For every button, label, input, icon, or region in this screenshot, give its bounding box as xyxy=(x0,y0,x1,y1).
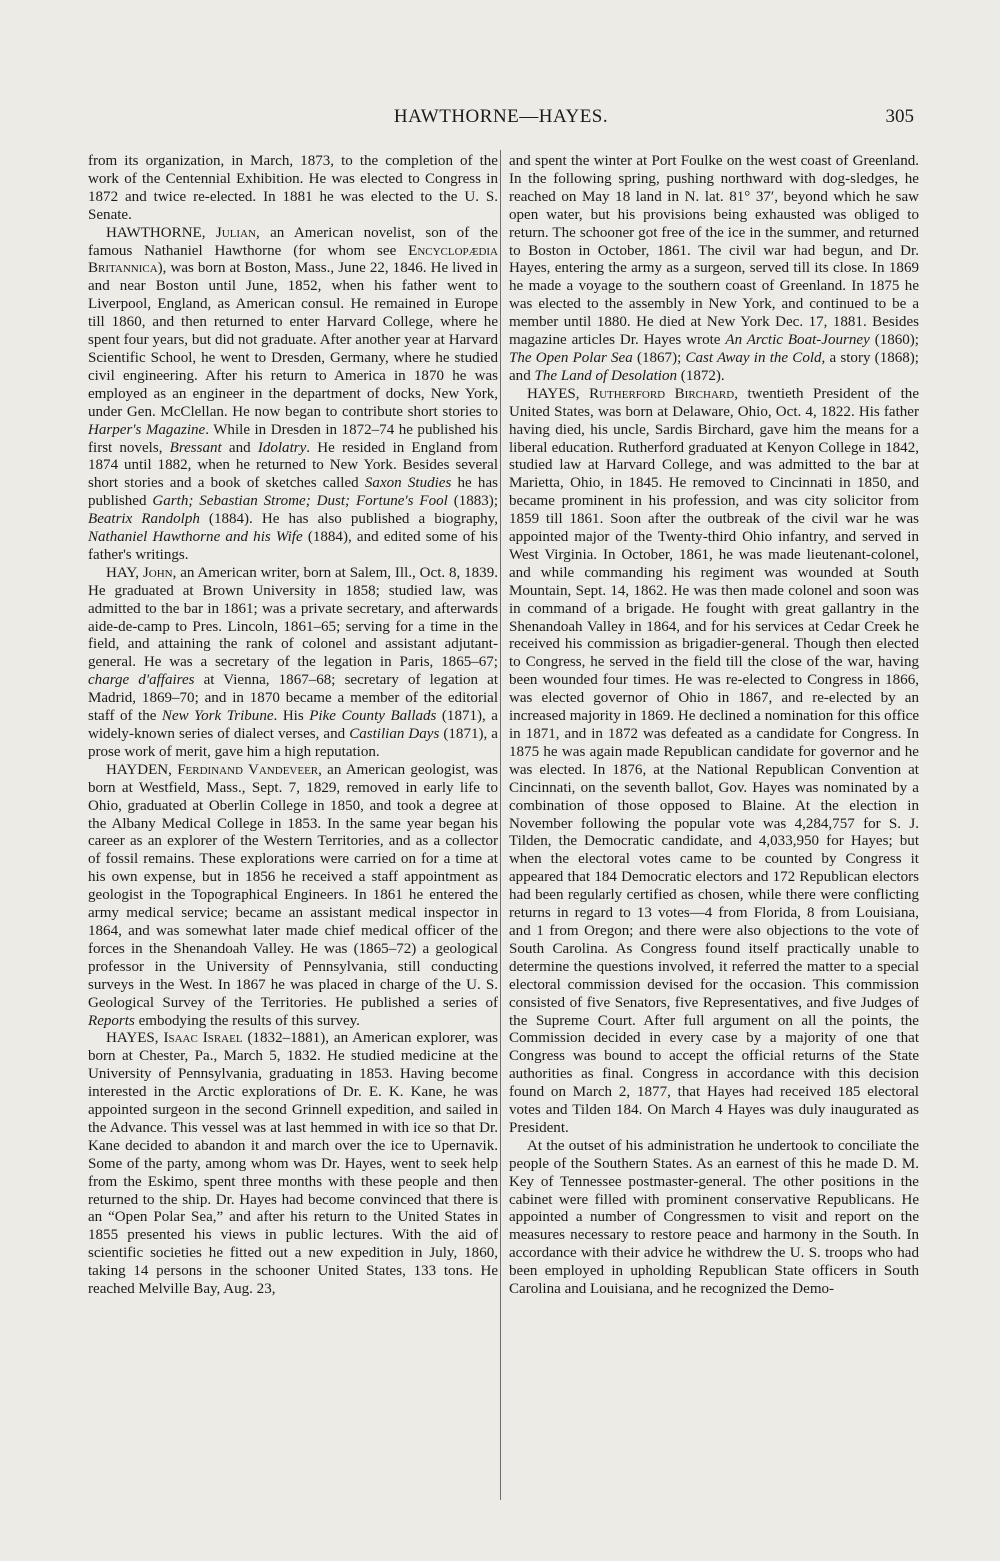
entry-hayes-isaac: HAYES, Isaac Israel (1832–1881), an American explorer, was born at Chester, Pa., March 5, 1832. He studied medicine at the University of Pennsylvania, graduating in 1853. Having become interested in the Arctic explorations of Dr. E. K. Kane, he was appointed surgeon in the second Grinnell expedition, and sailed in the Advance. This vessel was at last hemmed in with ice so that Dr. Kane decided to abandon it and march over the ice to Upernavik. Some of the party, among whom was Dr. Hayes, went to seek help from the Eskimo, spent three months with these people and then returned to the ship. Dr. Hayes had become convinced that there is an “Open Polar Sea,” and after his return to the United States in 1855 presented his views in public lectures. With the aid of scientific societies he fitted out a new expedition in July, 1860, taking 14 persons in the schooner United States, 133 tons. He reached Melville Bay, Aug. 23, xyxy=(88,1030,498,1298)
entry-given-name: Rutherford Birchard xyxy=(589,385,735,402)
entry-headword: HAYDEN, xyxy=(106,761,178,778)
work-title: Reports xyxy=(88,1012,135,1029)
work-title: The Land of Desolation xyxy=(534,367,678,384)
paragraph-continuation: from its organization, in March, 1873, to the completion of the work of the Centennial Exhibition. He was elected to Congress in 1872 and twice re-elected. In 1881 he was elected to the U. S. Senate. xyxy=(88,153,498,223)
entry-given-name: Julian xyxy=(215,224,256,241)
entry-headword: HAYES, xyxy=(106,1030,164,1047)
entry-given-name: Isaac Israel xyxy=(163,1030,243,1047)
entry-given-name: John xyxy=(142,564,173,581)
running-head: HAWTHORNE—HAYES. xyxy=(393,106,609,127)
entry-headword: HAYES, xyxy=(527,385,590,402)
entry-headword: HAWTHORNE, xyxy=(106,224,216,241)
work-title: Nathaniel Hawthorne and his Wife xyxy=(88,529,303,546)
work-title: Garth; Sebastian Strome; Dust; Fortune's Fool xyxy=(152,493,448,510)
work-title: The Open Polar Sea xyxy=(509,349,633,366)
work-title: Pike County Ballads xyxy=(309,708,437,725)
work-title: Cast Away in the Cold xyxy=(685,349,822,366)
work-title: An Arctic Boat-Journey xyxy=(725,332,870,349)
work-title: Castilian Days xyxy=(349,726,440,742)
paragraph-continuation: and spent the winter at Port Foulke on the west coast of Greenland. In the following spring, pushing northward with dog-sledges, he reached on May 18 land in N. lat. 81° 37′, beyond which he saw open water, but his provisions being exhausted was obliged to return. The schooner got free of the ice in the summer, and returned to Boston in October, 1861. The civil war had begun, and Dr. Hayes, entering the army as a surgeon, served till its close. In 1869 he made a voyage to the southern coast of Greenland. In 1875 he was elected to the assembly in New York, and continued to be a member until 1880. He died at New York Dec. 17, 1881. Besides magazine articles Dr. Hayes wrote An Arctic Boat-Journey (1860); The Open Polar Sea (1867); Cast Away in the Cold, a story (1868); and The Land of Desolation (1872). xyxy=(509,153,919,384)
page-header xyxy=(88,106,914,136)
work-title: New York Tribune xyxy=(161,708,274,725)
entry-given-name: Ferdinand Vandeveer xyxy=(177,761,319,778)
work-title: Harper's Magazine xyxy=(88,421,206,438)
right-column xyxy=(509,153,919,1299)
entry-hayden-ferdinand: HAYDEN, Ferdinand Vandeveer, an American geologist, was born at Westfield, Mass., Sept. 7, 1829, removed in early life to Ohio, graduated at Oberlin College in 1850, and took a degree at the Albany Medical College in 1853. In the same year began his career as an explorer of the Western Territories, and as a collector of fossil remains. These explorations were carried on for a time at his own expense, but in 1856 he received a staff appointment as geologist in the Topographical Engineers. In 1861 he entered the army medical service; became an assistant medical inspector in 1864, and was somewhat later made chief medical officer of the forces in the Shenandoah Valley. He was (1865–72) a geological professor in the University of Pennsylvania, still conducting surveys in the West. In 1867 he was placed in charge of the U. S. Geological Survey of the Territories. He published a series of Reports embodying the results of this survey. xyxy=(88,761,499,1029)
paragraph: At the outset of his administration he undertook to conciliate the people of the Southern States. As an earnest of this he made D. M. Key of Tennessee postmaster-general. The other positions in the cabinet were filled with prominent conservative Republicans. He appointed a number of Congressmen to visit and report on the measures necessary to restore peace and harmony in the South. In accordance with their advice he withdrew the U. S. troops who had been employed in upholding Republican State officers in South Carolina and Louisiana, and he recognized the Demo- xyxy=(509,1137,919,1298)
entry-hay-john: HAY, John, an American writer, born at Salem, Ill., Oct. 8, 1839. He graduated at Brown University in 1858; studied law, was admitted to the bar in 1861; was a private secretary, and afterwards aide-de-camp to Pres. Lincoln, 1861–65; serving for a time in the field, and attaining the rank of colonel and assistant adjutant-general. He was a secretary of the legation in Paris, 1865–67; charge d'affaires at Vienna, 1867–68; secretary of legation at Madrid, 1869–70; and in 1870 became a member of the editorial staff of the New York Tribune. His Pike County Ballads (1871), a widely-known series of dialect verses, and Castilian Days (1871), a prose work of merit, gave him a high reputation. xyxy=(88,564,498,760)
entry-hayes-rutherford: HAYES, Rutherford Birchard, twentieth President of the United States, was born at Delaware, Ohio, Oct. 4, 1822. His father having died, his uncle, Sardis Birchard, gave him the means for a liberal education. Rutherford graduated at Kenyon College in 1842, studied law at Harvard College, and was admitted to the bar at Marietta, Ohio, in 1845. He removed to Cincinnati in 1850, and became prominent in his profession, and was city solicitor from 1859 till 1861. Soon after the outbreak of the civil war he was appointed major of the Twenty-third Ohio infantry, and served in West Virginia. In October, 1861, he was made lieutenant-colonel, and while commanding his regiment was wounded at South Mountain, Sept. 14, 1862. He was then made colonel and soon was in command of a brigade. He fought with great gallantry in the Shenandoah Valley in 1864, and for his services at Cedar Creek he received his commission as brigadier-general. Though then elected to Congress, he served in the field till the close of the war, having been wounded four times. He was re-elected to Congress in 1866, was elected governor of Ohio in 1867, and re-elected by an increased majority in 1869. He declined a nomination for this office in 1871, and in 1872 was defeated as a candidate for Congress. In 1875 he was again made Republican candidate for governor and he was elected. In 1876, at the National Republican Convention at Cincinnati, on the seventh ballot, Gov. Hayes was nominated by a combination of those opposed to Blaine. At the election in November following the popular vote was 4,284,757 for S. J. Tilden, the Democratic candidate, and 4,033,950 for Hayes; but when the electoral votes came to be counted by Congress it appeared that 184 Democratic electors and 172 Republican electors had been regularly certified as chosen, while there were conflicting returns in regard to 13 votes—4 from Florida, 8 from Louisiana, and 1 from Oregon; and there were also objections to the vote of South Carolina. As Congress found itself practically unable to determine the questions involved, it referred the matter to a special electoral commission devised for the occasion. This commission consisted of five Senators, five Representatives, and five Judges of the Supreme Court. After full argument on all the points, the Commission decided in every case by a majority of one that Congress was bound to accept the official returns of the State authorities as final. Congress in accordance with this decision found on March 2, 1877, that Hayes had received 185 electoral votes and Tilden 184. On March 4 Hayes was duly inaugurated as President. xyxy=(509,385,919,1136)
work-title: Beatrix Randolph xyxy=(88,511,200,528)
work-title: Saxon Studies xyxy=(364,475,452,492)
entry-headword: HAY, xyxy=(106,564,143,581)
work-title: Idolatry xyxy=(257,439,307,456)
entry-hawthorne-julian: HAWTHORNE, Julian, an American novelist, son of the famous Nathaniel Hawthorne (for whom see Encyclopædia Britannica), was born at Boston, Mass., June 22, 1846. He lived in and near Boston until June, 1852, when his father went to Liverpool, England, as American consul. He remained in Europe till 1860, and then returned to enter Harvard College, where he spent four years, but did not graduate. After another year at Harvard Scientific School, he went to Dresden, Germany, where he studied civil engineering. After his return to America in 1870 he was employed as an engineer in the department of docks, New York, under Gen. McClellan. He now began to contribute short stories to Harper's Magazine. While in Dresden in 1872–74 he published his first novels, Bressant and Idolatry. He resided in England from 1874 until 1882, when he returned to New York. Besides several short stories and a book of sketches called Saxon Studies he has published Garth; Sebastian Strome; Dust; Fortune's Fool (1883); Beatrix Randolph (1884). He has also published a biography, Nathaniel Hawthorne and his Wife (1884), and edited some of his father's writings. xyxy=(88,224,499,563)
page-number: 305 xyxy=(885,106,914,127)
left-column xyxy=(88,153,498,1299)
work-title: Bressant xyxy=(169,439,222,456)
column-rule xyxy=(500,150,501,1500)
foreign-term: charge d'affaires xyxy=(88,672,195,689)
cross-reference: Encyclopædia Britannica xyxy=(88,242,498,277)
